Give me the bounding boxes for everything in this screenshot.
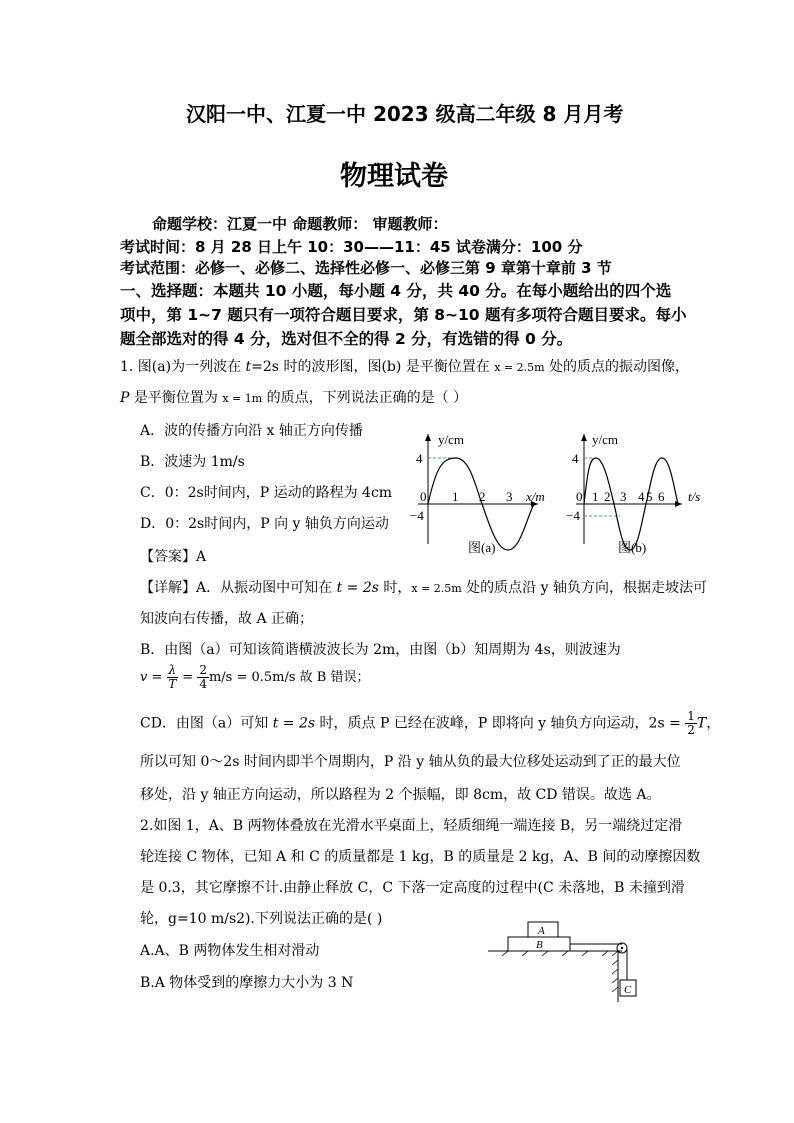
graph-b-xtick-1: 1 <box>592 489 599 504</box>
block-c-label: C <box>624 984 632 996</box>
graph-b-tick-neg: −4 <box>566 508 580 523</box>
q2-stem-line-4: 轮，g=10 m/s2).下列说法正确的是( ) <box>140 911 383 927</box>
q1-option-b: B．波速为 1m/s <box>140 454 245 470</box>
q1-option-a: A．波的传播方向沿 x 轴正方向传播 <box>140 423 363 439</box>
subject-title: 物理试卷 <box>340 161 448 192</box>
graph-a-tick-neg: −4 <box>410 508 424 523</box>
header-line-time: 考试时间：8 月 28 日上午 10：30——11：45 试卷满分：100 分 <box>120 238 583 256</box>
q2-option-a: A.A、B 两物体发生相对滑动 <box>140 943 320 959</box>
graph-b-origin: 0 <box>576 489 583 504</box>
header-line-authors: 命题学校：江夏一中 命题教师： 审题教师： <box>152 215 448 233</box>
exam-title: 汉阳一中、江夏一中 2023 级高二年级 8 月月考 <box>186 102 624 126</box>
q2-option-b: B.A 物体受到的摩擦力大小为 3 N <box>140 975 354 991</box>
q1-detail-2: 知波向右传播，故 A 正确； <box>140 611 314 627</box>
q1-detail-formula: v = $\frac{\lambda}{T}$ = $\frac{2}{4}$ m/s = 0.5m/s 故 B 错误； <box>140 663 370 691</box>
q2-stem-line-3: 是 0.3，其它摩擦不计.由静止释放 C，C 下落一定高度的过程中(C 未落地，B 未撞到滑 <box>140 880 685 896</box>
q1-answer: 【答案】A <box>140 549 207 565</box>
q1-stem-line-1: 1. 图(a)为一列波在 t=2s 时的波形图，图(b) 是平衡位置在 x = 2.5m 处的质点的振动图像， <box>120 359 690 375</box>
section-instruction-3: 题全部选对的得 4 分，选对但不全的得 2 分，有选错的得 0 分。 <box>120 330 573 348</box>
section-instruction-2: 项中，第 1~7 题只有一项符合题目要求，第 8~10 题有多项符合题目要求。每小 <box>120 306 687 324</box>
fraction-lambda-over-T: $\frac{\lambda}{T}$ <box>168 663 177 691</box>
vibration-graph-b <box>562 428 712 560</box>
header-line-scope: 考试范围：必修一、必修二、选择性必修一、必修三第 9 章第十章前 3 节 <box>120 259 612 277</box>
q1-detail-1: 【详解】A．从振动图中可知在 t = 2s 时，x = 2.5m 处的质点沿 y 轴负方向，根据走坡法可 <box>140 580 707 596</box>
graph-b-xtick-3: 3 <box>620 489 627 504</box>
fraction-2-over-4: $\frac{2}{4}$ <box>199 663 207 691</box>
graph-a-ylabel: y/cm <box>438 432 464 447</box>
q1-option-d: D．0：2s时间内，P 向 y 轴负方向运动 <box>140 516 389 532</box>
graph-a-origin: 0 <box>420 489 427 504</box>
q1-detail-7: 移处，沿 y 轴正方向运动，所以路程为 2 个振幅，即 8cm，故 CD 错误。故选 A。 <box>140 787 661 803</box>
graph-a-tick-pos: 4 <box>416 451 423 466</box>
graph-b-caption: 图(b) <box>618 540 647 555</box>
fraction-1-over-2: $\frac{1}{2}$ <box>687 709 695 737</box>
graph-b-xtick-6: 6 <box>658 489 665 504</box>
block-b-label: B <box>536 939 543 951</box>
q2-pulley-figure <box>488 918 648 1004</box>
graph-b-tick-pos: 4 <box>572 451 579 466</box>
wave-graph-a <box>398 428 570 560</box>
graph-b-ylabel: y/cm <box>592 432 618 447</box>
q1-stem-line-2: P 是平衡位置为 x = 1m 的质点，下列说法正确的是（ ） <box>120 390 468 406</box>
graph-b-xtick-5: 5 <box>646 489 653 504</box>
graph-b-xtick-4: 4 <box>638 489 645 504</box>
q1-option-c: C．0：2s时间内，P 运动的路程为 4cm <box>140 485 393 501</box>
block-a-label: A <box>538 925 545 937</box>
q1-detail-5: CD．由图（a）可知 t = 2s 时，质点 P 已经在波峰，P 即将向 y 轴负方向运动，2s = $\frac{1}{2}$ T， <box>140 709 721 737</box>
graph-a-xtick-1: 1 <box>452 489 459 504</box>
graph-b-xlabel: t/s <box>688 489 701 504</box>
q2-stem-line-2: 轮连接 C 物体，已知 A 和 C 的质量都是 1 kg，B 的质量是 2 kg，A、B 间的动摩擦因数 <box>140 849 701 865</box>
q1-detail-3: B．由图（a）可知该简谐横波波长为 2m，由图（b）知周期为 4s，则波速为 <box>140 642 621 658</box>
graph-a-xtick-3: 3 <box>506 489 513 504</box>
graph-a-caption: 图(a) <box>468 540 496 555</box>
graph-a-xtick-2: 2 <box>479 489 486 504</box>
section-instruction-1: 一、选择题：本题共 10 小题，每小题 4 分，共 40 分。在每小题给出的四个选 <box>120 282 672 300</box>
graph-a-xlabel: x/m <box>526 489 545 504</box>
graph-b-xtick-2: 2 <box>604 489 611 504</box>
q2-stem-line-1: 2.如图 1，A、B 两物体叠放在光滑水平桌面上，轻质细绳一端连接 B，另一端绕过定滑 <box>140 818 683 834</box>
q1-detail-6: 所以可知 0～2s 时间内即半个周期内，P 沿 y 轴从负的最大位移处运动到了正的最大位 <box>140 754 681 770</box>
